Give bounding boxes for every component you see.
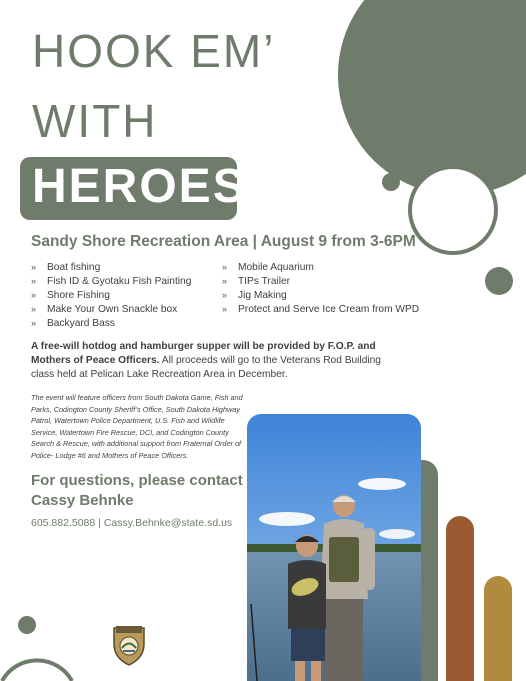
activity-item: » Boat fishing [31,262,101,273]
activity-item: » Make Your Own Snackle box [31,304,178,315]
bullet-icon: » [222,276,228,286]
activity-item: » Protect and Serve Ice Cream from WPD [222,304,420,315]
contact-info [31,517,232,529]
bullet-icon: » [222,262,228,272]
supper-normal: All proceeds will go to the Veterans Rod Building class held at Pelican Lake Recreation Area in December. [31,355,381,380]
bullet-icon: » [31,304,37,314]
supper-paragraph [31,340,401,382]
activity-item: » TIPs Trailer [222,276,291,287]
bullet-icon: » [31,318,37,328]
email-address: Cassy.Behnke@state.sd.us [103,517,233,529]
bullet-icon: » [31,262,37,272]
activity-item: » Shore Fishing [31,290,110,301]
separator: | [98,517,101,529]
police-badge-icon [110,622,148,666]
supper-bold: A free-will hotdog and hamburger supper will be provided by F.O.P. and Mothers of Peace Officers. [31,341,376,366]
bullet-icon: » [31,276,37,286]
bullet-icon: » [222,304,228,314]
bar-rust [446,516,474,681]
bullet-icon: » [222,290,228,300]
activity-item: » Backyard Bass [31,318,115,329]
bullet-icon: » [31,290,37,300]
phone-number: 605.882.5088 [31,517,96,529]
activity-item: » Jig Making [222,290,287,301]
officers-note: The event will feature officers from South Dakota Game, Fish and Parks, Codington County Sheriff’s Office, South Dakota Highway Patrol, Watertown Police Department, U.S. Fish and Wildlife Service, Watertown Fire Rescue, DCI, and Codington County Search & Rescue, with additional support from Fraternal Order of Police- Lodge #6 and Mothers of Peace Officers. [31,393,243,460]
activities-right-list [222,260,419,316]
fishing-photo-image [247,414,421,681]
event-photo [247,414,421,681]
activity-item: » Fish ID & Gyotaku Fish Painting [31,276,192,287]
activity-item: » Mobile Aquarium [222,262,314,273]
bar-ochre [484,576,512,681]
title-line-2: WITH [32,95,158,147]
contact-heading: For questions, please contact Cassy Behnke [31,472,243,509]
activities-left-list [31,260,191,330]
title-line-3: HEROES [32,160,247,213]
event-location-date: Sandy Shore Recreation Area | August 9 from 3-6PM [31,233,416,250]
title-line-1: HOOK EM’ [32,25,276,77]
